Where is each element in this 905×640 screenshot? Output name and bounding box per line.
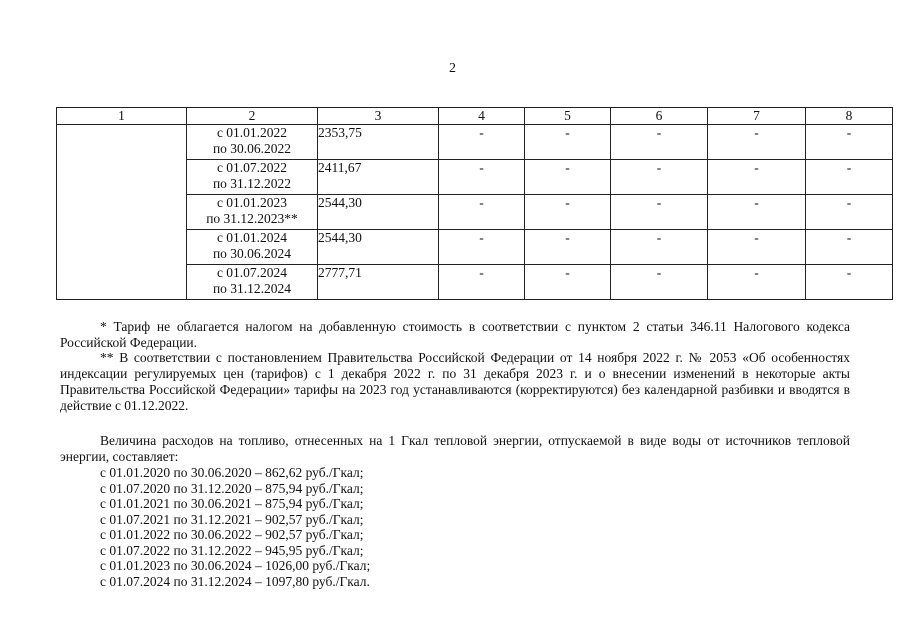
period-cell: [187, 160, 318, 195]
period-from: с 01.01.2022: [216, 125, 288, 140]
list-item: с 01.07.2024 по 31.12.2024 – 1097,80 руб./Гкал.: [100, 573, 370, 589]
column-header: 4: [439, 108, 525, 125]
period-cell: [187, 230, 318, 265]
column-header: 7: [708, 108, 806, 125]
column-header: 1: [57, 108, 187, 125]
tariff-value: 2544,30: [318, 195, 439, 230]
dash-cell: -: [806, 195, 893, 230]
dash-cell: -: [708, 265, 806, 300]
period-cell: [187, 265, 318, 300]
list-item: с 01.01.2023 по 30.06.2024 – 1026,00 руб./Гкал;: [100, 558, 371, 573]
dash-cell: -: [708, 125, 806, 160]
dash-cell: -: [708, 230, 806, 265]
dash-cell: -: [525, 195, 611, 230]
footnote-indexation: [60, 350, 850, 414]
tariff-value: 2544,30: [318, 230, 439, 265]
fuel-costs-intro: Величина расходов на топливо, отнесенных на 1 Гкал тепловой энергии, отпускаемой в виде воды от источников тепловой энергии, составляет:: [60, 433, 850, 464]
list-item: с 01.07.2020 по 31.12.2020 – 875,94 руб./Гкал;: [100, 480, 364, 496]
dash-cell: -: [806, 265, 893, 300]
list-item: с 01.07.2022 по 31.12.2022 – 945,95 руб./Гкал;: [100, 542, 364, 558]
period-cell: [187, 195, 318, 230]
dash-cell: -: [611, 195, 708, 230]
tariff-value: 2411,67: [318, 160, 439, 195]
table-row: [57, 125, 893, 160]
page-number: 2: [449, 61, 456, 76]
fuel-costs-list: [60, 465, 850, 589]
dash-cell: -: [439, 195, 525, 230]
dash-cell: -: [525, 160, 611, 195]
table-header-row: [57, 108, 893, 125]
dash-cell: -: [439, 125, 525, 160]
period-from: с 01.01.2024: [216, 230, 288, 245]
column-header: 5: [525, 108, 611, 125]
column-header: 8: [806, 108, 893, 125]
tariff-value: 2777,71: [318, 265, 439, 300]
dash-cell: -: [806, 230, 893, 265]
period-cell: [187, 125, 318, 160]
dash-cell: -: [611, 125, 708, 160]
column-header: 2: [187, 108, 318, 125]
period-to: по 31.12.2022: [212, 176, 292, 191]
dash-cell: -: [525, 265, 611, 300]
dash-cell: -: [525, 230, 611, 265]
footnote-vat: [60, 319, 850, 351]
period-to: по 31.12.2024: [212, 281, 292, 296]
dash-cell: -: [611, 160, 708, 195]
dash-cell: -: [708, 160, 806, 195]
column-header: 3: [318, 108, 439, 125]
list-item: с 01.01.2022 по 30.06.2022 – 902,57 руб./Гкал;: [100, 527, 364, 542]
dash-cell: -: [439, 160, 525, 195]
fuel-costs-section: [60, 433, 850, 589]
period-from: с 01.07.2024: [216, 265, 288, 280]
period-from: с 01.01.2023: [216, 195, 288, 210]
dash-cell: -: [439, 265, 525, 300]
list-item: с 01.01.2021 по 30.06.2021 – 875,94 руб./Гкал;: [100, 496, 364, 511]
merged-empty-cell: [57, 125, 187, 300]
dash-cell: -: [439, 230, 525, 265]
tariff-table: [56, 107, 893, 300]
tariff-value: 2353,75: [318, 125, 439, 160]
column-header: 6: [611, 108, 708, 125]
period-to: по 30.06.2024: [212, 246, 292, 261]
period-to: по 30.06.2022: [212, 141, 292, 156]
list-item: с 01.07.2021 по 31.12.2021 – 902,57 руб./Гкал;: [100, 511, 364, 527]
dash-cell: -: [806, 125, 893, 160]
dash-cell: -: [708, 195, 806, 230]
dash-cell: -: [806, 160, 893, 195]
dash-cell: -: [525, 125, 611, 160]
dash-cell: -: [611, 265, 708, 300]
list-item: с 01.01.2020 по 30.06.2020 – 862,62 руб./Гкал;: [100, 465, 364, 480]
dash-cell: -: [611, 230, 708, 265]
period-to: по 31.12.2023**: [206, 211, 298, 226]
period-from: с 01.07.2022: [216, 160, 288, 175]
footnote-vat-text: * Тариф не облагается налогом на добавленную стоимость в соответствии с пунктом 2 статьи 346.11 Налогового кодекса Российской Федерации.: [60, 319, 850, 350]
footnote-indexation-text: ** В соответствии с постановлением Правительства Российской Федерации от 14 ноября 2022 г. № 2053 «Об особенностях индексации регулируемых цен (тарифов) с 1 декабря 2022 г. по 31 декабря 2023 г. и о внесении изменений в некоторые акты Правительства Российской Федерации» тарифы на 2023 год устанавливаются (корректируются) без календарной разбивки и вводятся в действие с 01.12.2022.: [60, 350, 850, 413]
